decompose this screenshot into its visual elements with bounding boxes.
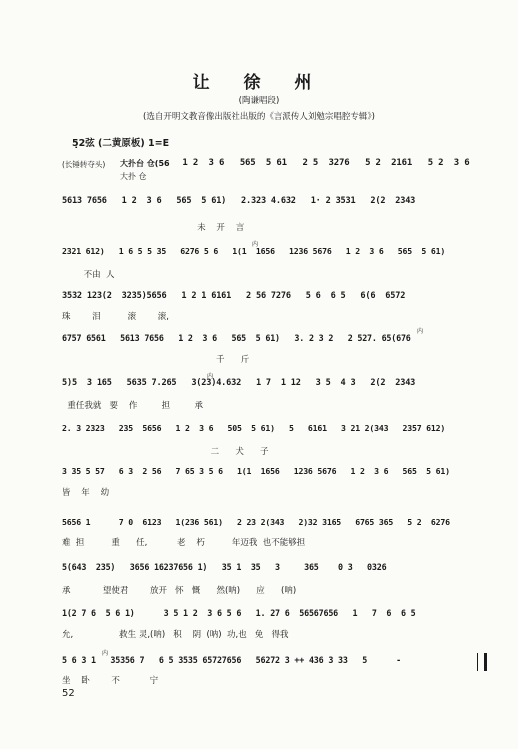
notation-line: 5)5 3 165 5635 7.265 3(23)4.632 1 7 1 12 3 5 4 3 2(2 2343 — [62, 378, 416, 388]
final-barline — [477, 653, 487, 671]
lyric-line: 未 开 言 — [62, 223, 245, 233]
intro-percussion-top: 大扑台 仓(56 — [120, 159, 170, 168]
notation-line: 3 35 5 57 6 3 2 56 7 65 3 5 6 1(1 1656 1236 5676 1 2 3 6 565 5 61) — [62, 466, 450, 476]
score-row-2 — [62, 196, 480, 220]
notation-line: 1(2 7 6 5 6 1) 3 5 1 2 3 6 5 6 1. 27 6 56567656 1 7 6 6 5 — [62, 608, 416, 618]
lyric-line: 千 斤 — [62, 355, 250, 365]
notation-line: 5 6 3 1 35356 7 6 5 3535 65727656 56272 3 ++ 436 3 33 5 - — [62, 655, 401, 665]
notation-line: 2321 612) 1 6 5 5 35 6276 5 6 1(1 1656 1236 5676 1 2 3 6 565 5 61) — [62, 246, 446, 256]
song-subtitle: (陶谦唱段) — [238, 96, 280, 106]
lyric-line: 皆 年 幼 — [62, 488, 110, 498]
score-row-7 — [62, 423, 480, 447]
notation-line: 3532 123(2 3235)5656 1 2 1 6161 2 56 7276 5 6 6 5 6(6 6572 — [62, 291, 406, 301]
lyric-line: 珠 泪 滚 滚, — [62, 312, 169, 322]
lyric-line: 难 担 重 任, 老 朽 年迈我 也不能够担 — [62, 538, 306, 548]
lyric-line: 允, 救生 灵,(呐) 积 阴 (呐) 功,也 免 得我 — [62, 630, 289, 640]
key-signature: 5̣2弦 (二黄原板) 1=E — [72, 138, 170, 149]
ornament-mark: 内 — [207, 373, 214, 380]
notation-line: 2. 3 2323 235 5656 1 2 3 6 505 5 61) 5 6161 3 21 2(343 2357 612) — [62, 423, 446, 433]
lyric-line: 承 望使君 放开 怀 慨 然(呐) 应 (呐) — [62, 586, 297, 596]
notation-line: 5(643 235) 3656 16237656 1) 35 1 35 3 365 0 3 0326 — [62, 562, 387, 572]
page-number: 52 — [62, 688, 75, 699]
notation-line: 5656 1 7 0 6123 1(236 561) 2 23 2(343 2)32 3165 6765 365 5 2 6276 — [62, 517, 450, 527]
notation-line: 1 2 3 6 565 5 61 2 5 3276 5 2 2161 5 2 3 6 — [172, 158, 470, 168]
source-note: (选自开明文教音像出版社出版的《言派传人刘勉宗唱腔专辑》) — [143, 112, 375, 122]
song-title: 让 徐 州 — [192, 73, 326, 93]
lyric-line: 二 犬 子 — [62, 447, 269, 457]
score-row-3 — [62, 241, 480, 270]
intro-percussion-bottom: 大扑 仓 — [120, 172, 147, 181]
lyric-line: 重任我就 要 作 担 承 — [62, 401, 203, 411]
notation-line: 5613 7656 1 2 3 6 565 5 61) 2.323 4.632 1· 2 3531 2(2 2343 — [62, 196, 416, 206]
ornament-mark: 内 — [417, 328, 424, 335]
notation-line: 6757 6561 5613 7656 1 2 3 6 565 5 61) 3. 2 3 2 2 527. 65(676 — [62, 333, 411, 343]
lyric-line: 不由 人 — [62, 270, 115, 280]
ornament-mark: 内 — [102, 650, 109, 657]
ornament-mark: 内 — [252, 241, 259, 248]
score-row-10 — [62, 562, 480, 586]
intro-label: (长锤转夺头) — [62, 160, 106, 169]
score-row-1 — [62, 158, 480, 182]
lyric-line: 坐 卧 不 宁 — [62, 676, 159, 686]
